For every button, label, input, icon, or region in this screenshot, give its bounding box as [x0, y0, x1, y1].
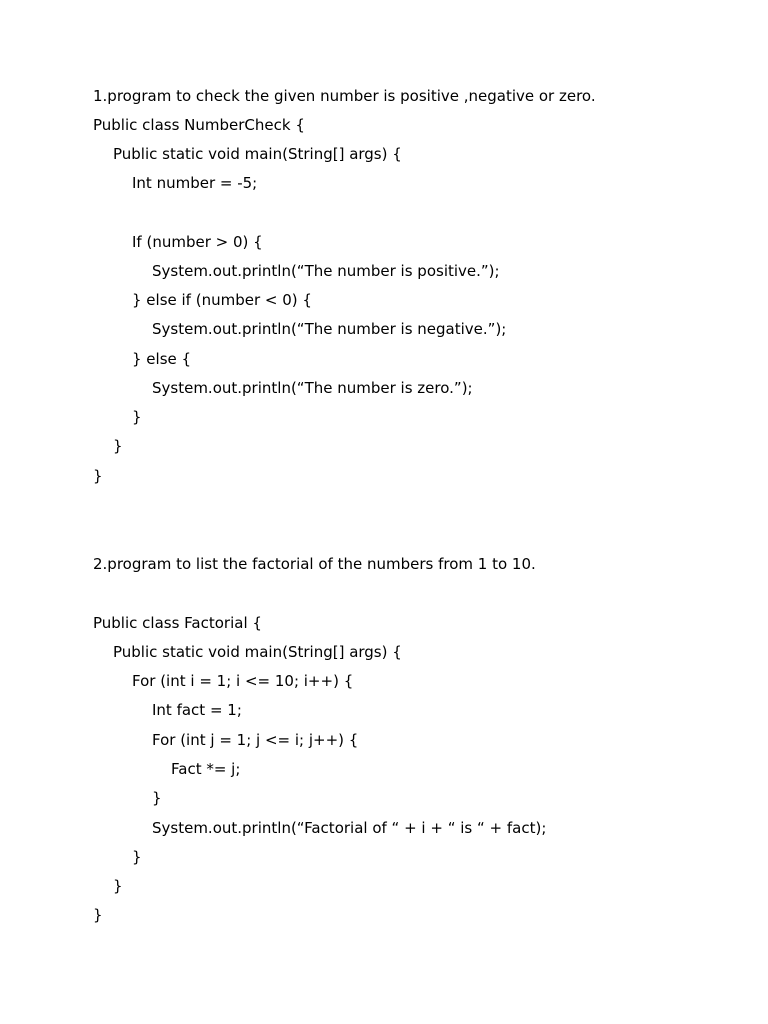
code-line: } [93, 467, 103, 485]
code-line: System.out.println(“The number is positive.”); [152, 262, 500, 280]
section1-heading: 1.program to check the given number is positive ,negative or zero. [93, 87, 596, 105]
code-line: Public class NumberCheck { [93, 116, 305, 134]
code-line: } [132, 848, 142, 866]
code-line: } [152, 789, 162, 807]
code-line: } [113, 877, 123, 895]
code-line: For (int i = 1; i <= 10; i++) { [132, 672, 354, 690]
code-line: Public static void main(String[] args) { [113, 643, 402, 661]
code-line: For (int j = 1; j <= i; j++) { [152, 731, 359, 749]
code-line: } [113, 437, 123, 455]
code-line: } else { [132, 350, 192, 368]
code-line: Int fact = 1; [152, 701, 242, 719]
code-line: If (number > 0) { [132, 233, 263, 251]
code-line: Public class Factorial { [93, 614, 262, 632]
code-line: Public static void main(String[] args) { [113, 145, 402, 163]
section2-heading: 2.program to list the factorial of the numbers from 1 to 10. [93, 555, 536, 573]
code-line: } else if (number < 0) { [132, 291, 312, 309]
code-line: } [132, 408, 142, 426]
code-line: } [93, 906, 103, 924]
code-line: Fact *= j; [171, 760, 241, 778]
code-line: System.out.println(“The number is zero.”); [152, 379, 473, 397]
code-line: System.out.println(“Factorial of “ + i + “ is “ + fact); [152, 819, 547, 837]
code-line: System.out.println(“The number is negative.”); [152, 320, 507, 338]
code-line: Int number = -5; [132, 174, 258, 192]
